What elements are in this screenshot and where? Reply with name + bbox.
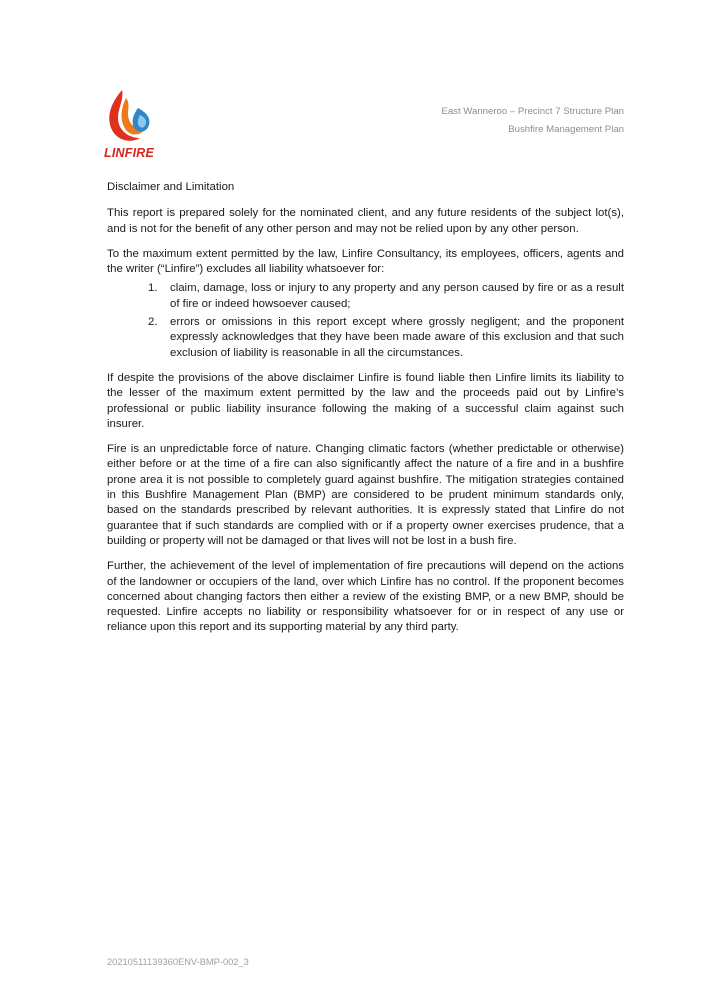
- footer-document-id: 20210511139360ENV-BMP-002_3: [107, 957, 249, 967]
- list-item: [107, 281, 624, 312]
- page-header: [441, 103, 624, 139]
- paragraph-5: Further, the achievement of the level of implementation of fire precautions will depend on the actions of the landowner or occupiers of the land, over which Linfire has no control. If the proponent becomes concerned about changing factors then either a review of the existing BMP, or a new BMP, should be requested. Linfire accepts no liability or responsibility whatsoever for or in respect of any use or reliance upon this report and its supporting material by any third party.: [107, 560, 624, 634]
- logo-wordmark: LINFIRE: [104, 146, 155, 160]
- header-project-title: East Wanneroo – Precinct 7 Structure Plan: [441, 106, 624, 117]
- linfire-logo: [104, 88, 154, 164]
- list-item-text: claim, damage, loss or injury to any property and any person caused by fire or as a result of fire or indeed howsoever caused;: [170, 282, 624, 310]
- paragraph-2: To the maximum extent permitted by the law, Linfire Consultancy, its employees, officers, agents and the writer (“Linfire”) excludes all liability whatsoever for:: [107, 247, 624, 276]
- paragraph-1: This report is prepared solely for the nominated client, and any future residents of the subject lot(s), and is not for the benefit of any other person and may not be relied upon by any other person.: [107, 207, 624, 235]
- header-document-title: Bushfire Management Plan: [508, 124, 624, 135]
- flame-icon: [104, 88, 154, 146]
- disclaimer-section: [107, 180, 624, 646]
- section-title: Disclaimer and Limitation: [107, 181, 235, 193]
- list-item-text: errors or omissions in this report except where grossly negligent; and the proponent expressly acknowledges that they have been made aware of this exclusion and that such exclusion of liability is reasonable in all the circumstances.: [170, 316, 624, 359]
- list-item-number: 2.: [148, 316, 158, 329]
- exclusion-list: [107, 281, 624, 360]
- paragraph-4: Fire is an unpredictable force of nature. Changing climatic factors (whether predictable or otherwise) either before or at the time of a fire can also significantly affect the nature of a fire and in a bushfire prone area it is not possible to completely guard against bushfire. The mitigation strategies contained in this Bushfire Management Plan (BMP) are considered to be prudent minimum standards only, based on the standards prescribed by relevant authorities. It is expressly stated that Linfire do not guarantee that if such standards are complied with or if a property owner exercises prudence, that a building or property will not be damaged or that lives will not be lost in a bush fire.: [107, 443, 624, 547]
- paragraph-3: If despite the provisions of the above disclaimer Linfire is found liable then Linfire limits its liability to the lesser of the maximum extent permitted by the law and the proceeds paid out by Linfire’s professional or public liability insurance following the making of a successful claim against such insurer.: [107, 371, 624, 430]
- list-item-number: 1.: [148, 282, 158, 295]
- list-item: [107, 315, 624, 361]
